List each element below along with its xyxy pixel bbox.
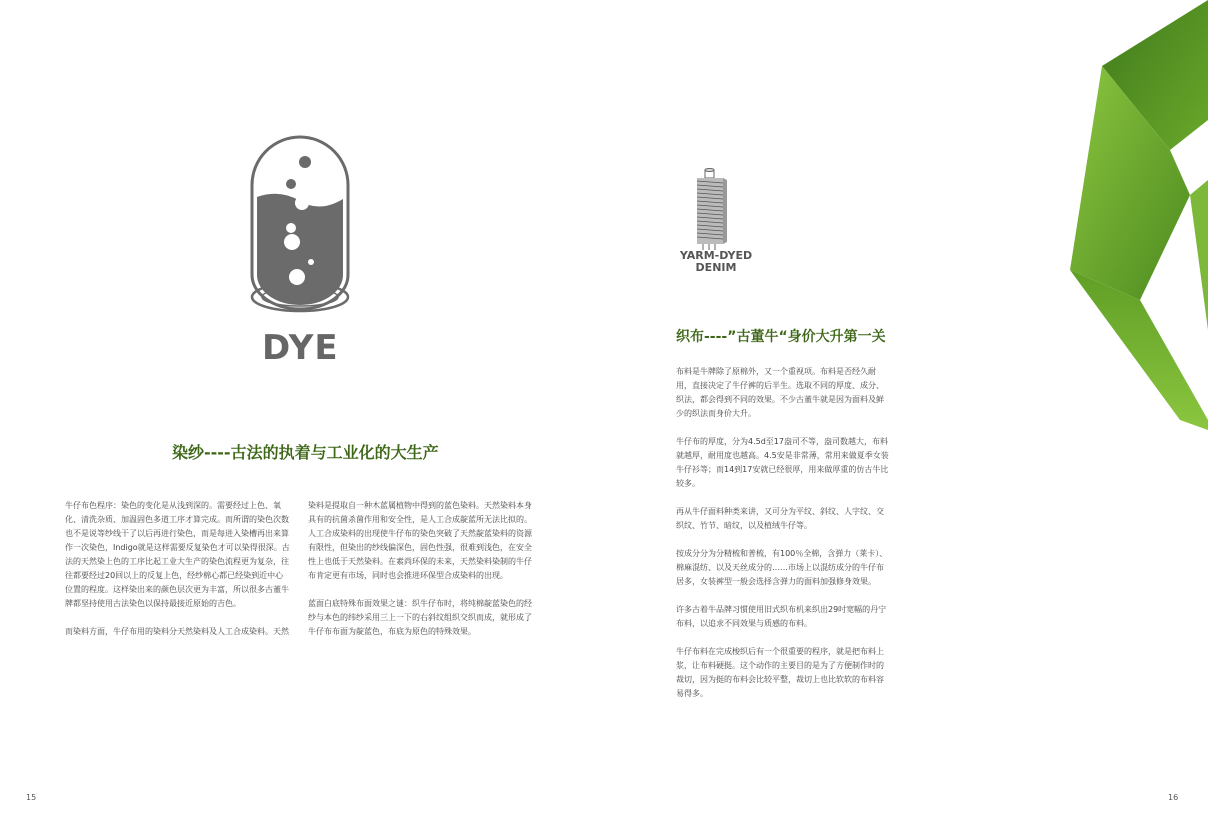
paragraph: 染料是提取自一种木蓝属植物中得到的蓝色染料。天然染料本身具有的抗菌杀菌作用和安全性，是人工合成靛蓝所无法比拟的。人工合成染料的出现使牛仔布的染色突破了天然靛蓝染料的资源有限性，但染出的纱线偏深色，固色性强，很难到浅色，在安全性上也低于天然染料。在素尚环保的未来，天然染料染制的牛仔布肯定更有市场，同时也会推进环保型合成染料的出现。 [308,501,532,580]
paragraph: 牛仔布料在完成梭织后有一个很重要的程序，就是把布料上浆，让布料硬挺。这个动作的主要目的是为了方便制作时的裁切，因为挺的布料会比较平整，裁切上也比软软的布料容易得多。 [676,647,884,698]
paragraph: 按成分分为分精梳和普梳，有100％全棉，含弹力（莱卡）、棉麻混纺、以及天丝成分的……市场上以混纺成分的牛仔布居多，女装裤型一般会选择含弹力的面料加强修身效果。 [676,549,888,586]
right-heading: 织布----”古董牛“身价大升第一关 [676,329,886,345]
left-column-1 [65,499,291,653]
paragraph: 而染料方面，牛仔布用的染料分天然染料及人工合成染料。天然 [65,627,289,636]
yarn-dyed-denim-label [676,250,756,274]
page-number-left: 15 [26,793,37,802]
yarn-label-line-1: YARM-DYED [679,249,753,262]
paragraph: 许多古着牛品牌习惯使用旧式织布机来织出29吋宽幅的丹宁布料，以追求不同效果与质感的布料。 [676,605,887,628]
yarn-label-line-2: DENIM [695,261,737,274]
paragraph: 牛仔布的厚度，分为4.5d至17盎司不等，盎司数越大，布料就越厚，耐用度也越高。4.5安是非常薄，常用来做夏季女装牛仔衫等；而14到17安就已经很厚，用来做厚重的仿古牛比较多。 [676,437,889,488]
dye-icon-label: DYE [262,328,339,368]
paragraph: 再从牛仔面料种类来讲，又可分为平纹、斜纹、人字纹、交织纹、竹节、暗纹，以及植绒牛仔等。 [676,507,884,530]
paragraph: 牛仔布色程序：染色的变化是从浅到深的。需要经过上色、氧化、清洗杂质、加温固色多道工序才算完成。而所谓的染色次数也不是说等纱线干了以后再进行染色，而是每进入染槽再出来算作一次染色，Indigo就是这样需要反复染色才可以染得很深。古法的天然染上色的工序比起工业大生产的染色流程更为复杂，往往都要经过20回以上的反复上色，经纱棉心都已经染到近中心位置的程度。这样染出来的颜色层次更为丰富，所以很多古董牛牌都坚持使用古法染色以保持最接近原始的吉色。 [65,501,290,608]
left-column-2 [308,499,534,653]
green-ribbon-decoration [1060,0,1208,430]
yarn-roll-icon [693,168,727,250]
right-column [676,365,890,715]
paragraph: 蓝面白底特殊布面效果之谜：织牛仔布时，将纯棉靛蓝染色的经纱与本色的纬纱采用三上一下的右斜纹组织交织而成，就形成了牛仔布布面为靛蓝色，布底为原色的特殊效果。 [308,599,532,636]
paragraph: 布料是牛牌除了原棉外，又一个重视项。布料是否经久耐用，直接决定了牛仔裤的后半生。选取不同的厚度、成分、织法，都会得到不同的效果。不少古董牛就是因为面料及鲜少的织法而身价大升。 [676,367,884,418]
left-heading: 染纱----古法的执着与工业化的大生产 [172,443,439,462]
dye-flask-icon [240,125,360,325]
page-number-right: 16 [1168,793,1179,802]
